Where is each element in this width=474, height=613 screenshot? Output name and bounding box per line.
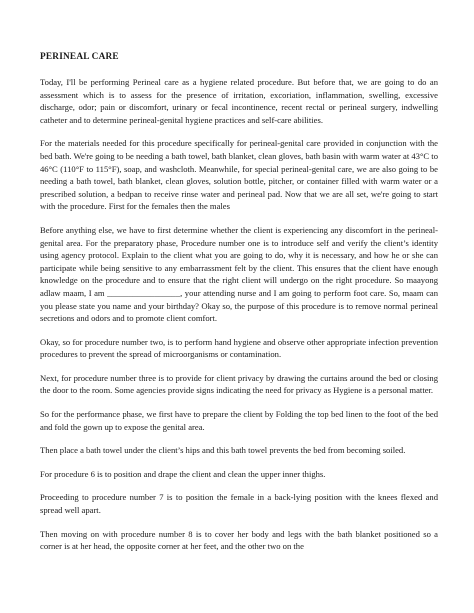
paragraph-procedure-three: Next, for procedure number three is to provide for client privacy by drawing the curtains around the bed or closing the door to the room. Some agencies provide signs indicating the need for privacy as Hygiene is a personal matter. bbox=[40, 372, 438, 396]
paragraph-assessment: Today, I'll be performing Perineal care as a hygiene related procedure. But before that, we are going to do an assessment which is to assess for the presence of irritation, excoriation, inflammation, swelling, excessive discharge, odor; pain or discomfort, urinary or fecal incontinence, recent rectal or perineal surgery, indwelling catheter and to determine perineal-genital hygiene practices and self-care abilities. bbox=[40, 77, 438, 125]
paragraph-procedure-six: For procedure 6 is to position and drape the client and clean the upper inner thighs. bbox=[40, 468, 326, 479]
paragraph-procedure-one: Before anything else, we have to first determine whether the client is experiencing any discomfort in the perineal-genital area. For the preparatory phase, Procedure number one is to introduce self and verify the client’s identity using agency protocol. Explain to the client what you are going to do, why it is necessary, and how he or she can participate while being sensitive to any embarrassment felt by the client. This ensures that the client have enough knowledge on the procedure and to ensure that the right client will undergo on the right procedure. So maayong adlaw maam, I am _________________, your attending nurse and I am going to perform foot care. So, maam can you please state you name and your birthday? Okay so, the purpose of this procedure is to remove normal perineal secretions and odors and to promote client comfort. bbox=[40, 224, 438, 324]
document-title: PERINEAL CARE bbox=[40, 52, 119, 62]
paragraph-bath-towel: Then place a bath towel under the client’s hips and this bath towel prevents the bed from becoming soiled. bbox=[40, 445, 406, 456]
paragraph-procedure-seven: Proceeding to procedure number 7 is to position the female in a back-lying position with the knees flexed and spread well apart. bbox=[40, 492, 438, 516]
paragraph-performance-phase: So for the performance phase, we first have to prepare the client by Folding the top bed linen to the foot of the bed and fold the gown up to expose the genital area. bbox=[40, 409, 438, 432]
paragraph-procedure-two: Okay, so for procedure number two, is to perform hand hygiene and observe other appropriate infection prevention procedures to prevent the spread of microorganisms or contamination. bbox=[40, 336, 438, 360]
paragraph-procedure-eight: Then moving on with procedure number 8 is to cover her body and legs with the bath blanket positioned so a corner is at her head, the opposite corner at her feet, and the other two on the bbox=[40, 528, 438, 552]
paragraph-materials: For the materials needed for this procedure specifically for perineal-genital care provided in conjunction with the bed bath. We're going to be needing a bath towel, bath blanket, clean gloves, bath basin with warm water at 43°C to 46°C (110°F to 115°F), soap, and washcloth. Meanwhile, for special perineal-genital care, we are also going to be needing a bath towel, bath blanket, clean gloves, solution bottle, pitcher, or container filled with warm water or a prescribed solution, a bedpan to receive rinse water and perineal pad. Now that we are all set, we're going to start with the procedure. First for the females then the males bbox=[40, 138, 438, 212]
